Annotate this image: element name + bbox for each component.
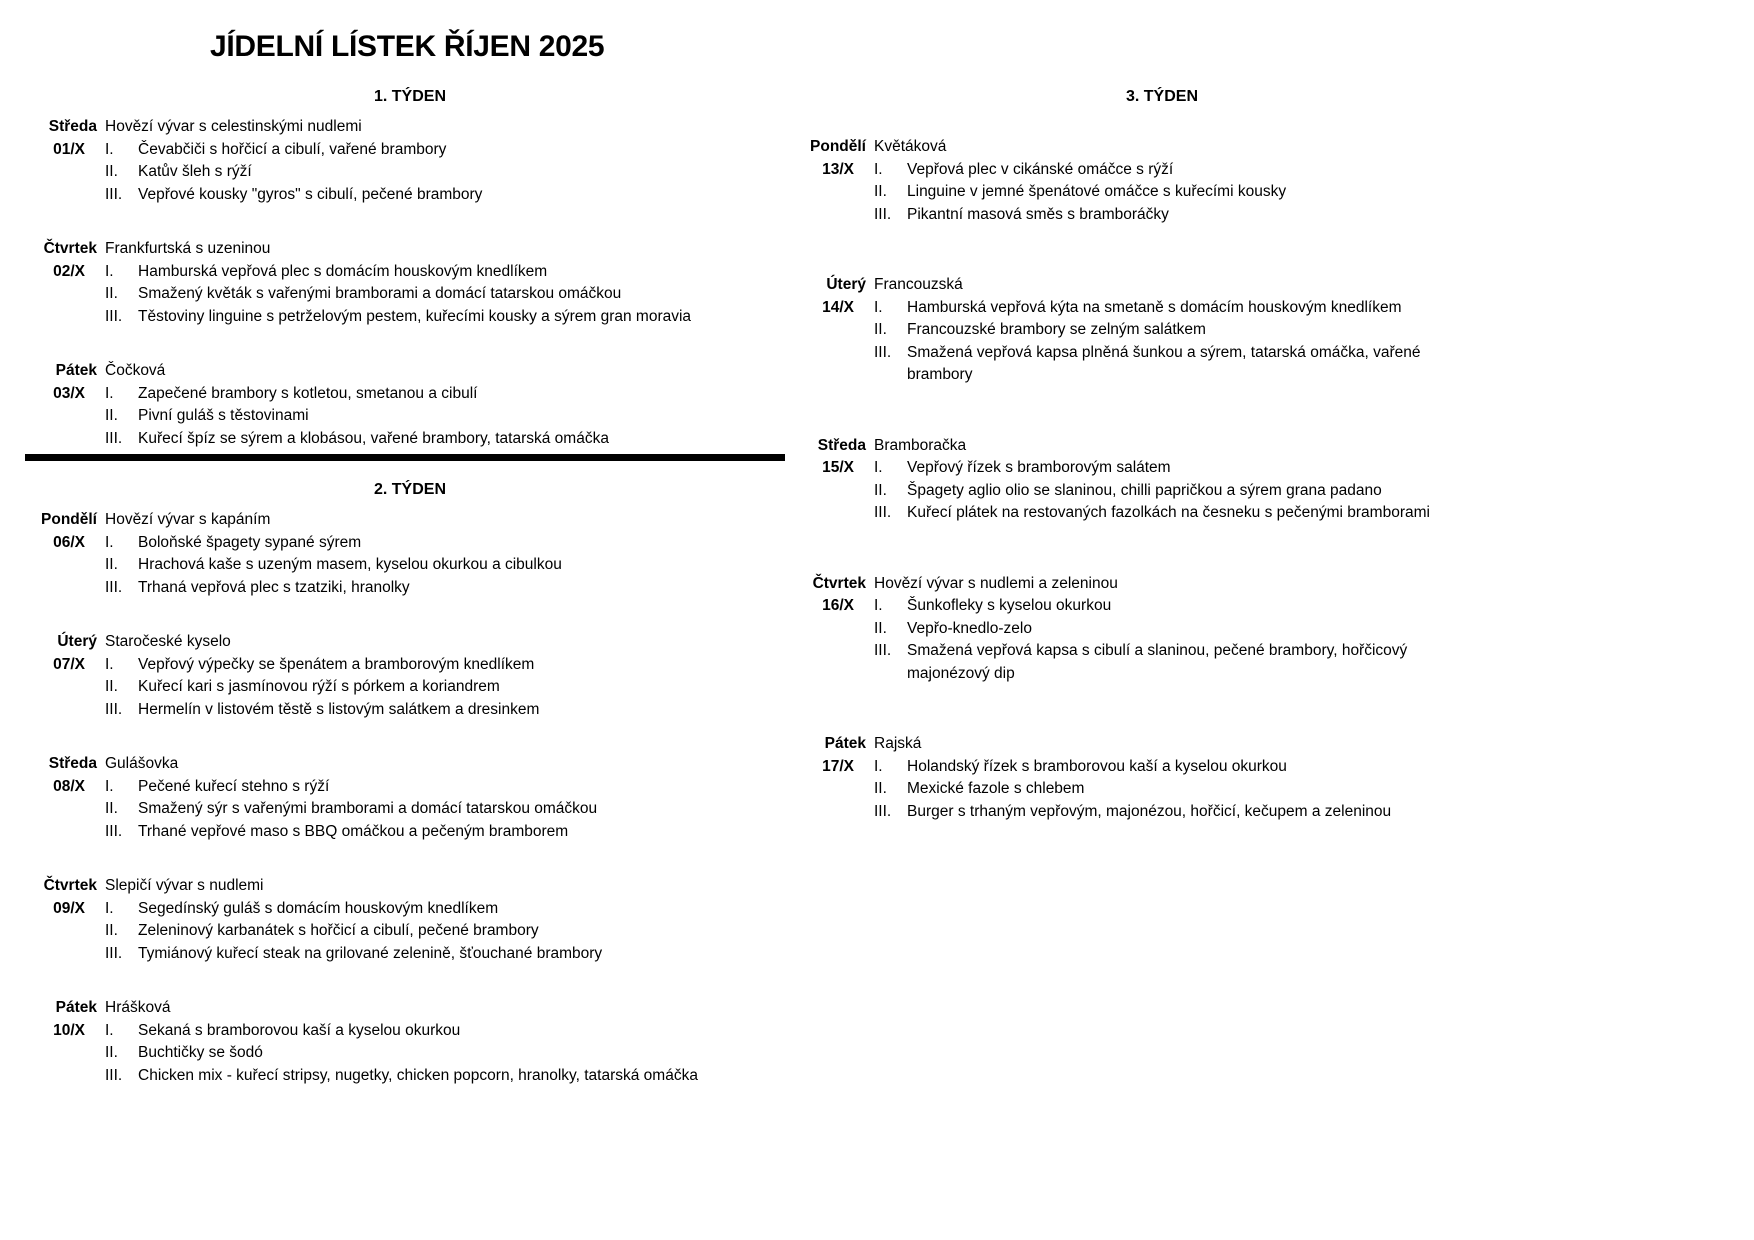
soup-name: Hrášková bbox=[105, 999, 171, 1016]
day-date: 16/X bbox=[822, 597, 854, 614]
soup-name: Hovězí vývar s nudlemi a zeleninou bbox=[874, 574, 1118, 592]
day-date: 03/X bbox=[53, 384, 85, 402]
menu-item-numeral: II. bbox=[105, 556, 118, 573]
menu-item-text: Šunkofleky s kyselou okurkou bbox=[907, 597, 1112, 614]
menu-item bbox=[105, 428, 609, 451]
menu-item-text: Katův šleh s rýží bbox=[138, 163, 252, 180]
column-week-3 bbox=[802, 84, 1522, 871]
menu-item bbox=[105, 577, 562, 600]
day-menu bbox=[874, 435, 1430, 525]
day-block bbox=[30, 116, 790, 206]
menu-item-text: Tymiánový kuřecí steak na grilované zelenině, šťouchané brambory bbox=[138, 944, 603, 962]
menu-item bbox=[105, 1065, 698, 1088]
menu-item bbox=[105, 161, 482, 184]
menu-item bbox=[105, 532, 562, 555]
day-name: Úterý bbox=[57, 633, 97, 650]
menu-item-text: Vepřo-knedlo-zelo bbox=[907, 619, 1032, 637]
soup-name: Hovězí vývar s celestinskými nudlemi bbox=[105, 118, 362, 135]
menu-item bbox=[105, 383, 609, 406]
week-header: 3. TÝDEN bbox=[1125, 88, 1198, 105]
menu-item bbox=[105, 798, 597, 821]
day-label-column bbox=[30, 509, 97, 599]
menu-item-numeral: I. bbox=[105, 777, 114, 795]
soup-name: Rajská bbox=[874, 735, 922, 752]
menu-item-text: Buchtičky se šodó bbox=[138, 1044, 263, 1061]
day-date: 10/X bbox=[53, 1021, 85, 1039]
day-menu bbox=[874, 573, 1474, 686]
menu-item-text: Smažený sýr s vařenými bramborami a domácí tatarskou omáčkou bbox=[138, 800, 598, 817]
menu-item-numeral: I. bbox=[105, 533, 114, 551]
menu-item-numeral: III. bbox=[874, 205, 892, 223]
soup-name: Frankfurtská s uzeninou bbox=[105, 240, 271, 257]
day-name: Pondělí bbox=[810, 138, 866, 155]
menu-item-text: Vepřová plec v cikánské omáčce s rýží bbox=[907, 160, 1174, 178]
day-block bbox=[802, 136, 1522, 226]
menu-item bbox=[105, 699, 539, 722]
day-label-column bbox=[802, 435, 866, 525]
day-block bbox=[30, 875, 790, 965]
menu-item-numeral: III. bbox=[874, 642, 892, 659]
day-label-column bbox=[30, 753, 97, 843]
menu-item bbox=[874, 457, 1430, 480]
day-menu bbox=[105, 509, 562, 599]
menu-item-text: Sekaná s bramborovou kaší a kyselou okurkou bbox=[138, 1021, 461, 1039]
day-date: 09/X bbox=[53, 899, 85, 917]
menu-item bbox=[105, 1042, 698, 1065]
menu-item-numeral: I. bbox=[874, 298, 883, 316]
menu-item bbox=[105, 654, 539, 677]
day-label-column bbox=[30, 631, 97, 721]
day-menu bbox=[105, 631, 539, 721]
day-menu bbox=[874, 733, 1391, 823]
menu-item-text: Hrachová kaše s uzeným masem, kyselou okurkou a cibulkou bbox=[138, 556, 562, 573]
day-date: 06/X bbox=[53, 533, 85, 551]
menu-item-numeral: II. bbox=[874, 321, 887, 338]
day-block bbox=[802, 435, 1522, 525]
menu-item bbox=[874, 801, 1391, 824]
day-menu bbox=[105, 360, 609, 450]
menu-item-text: Francouzské brambory se zelným salátkem bbox=[907, 321, 1206, 338]
day-block bbox=[30, 997, 790, 1087]
menu-item bbox=[105, 943, 602, 966]
menu-item-numeral: III. bbox=[105, 944, 123, 962]
menu-item-text: Zapečené brambory s kotletou, smetanou a cibulí bbox=[138, 384, 478, 402]
day-menu bbox=[105, 238, 691, 328]
menu-item-numeral: II. bbox=[105, 407, 118, 424]
menu-item-text: Špagety aglio olio se slaninou, chilli papričkou a sýrem grana padano bbox=[907, 481, 1382, 499]
day-name: Čtvrtek bbox=[812, 574, 866, 592]
menu-item-numeral: III. bbox=[105, 578, 123, 596]
menu-item-text: Pivní guláš s těstovinami bbox=[138, 407, 309, 424]
day-block bbox=[30, 238, 790, 328]
day-block bbox=[30, 631, 790, 721]
day-label-column bbox=[802, 733, 866, 823]
menu-item bbox=[874, 297, 1474, 320]
menu-item bbox=[874, 342, 1474, 387]
day-date: 15/X bbox=[822, 459, 854, 476]
menu-item-numeral: II. bbox=[105, 1044, 118, 1061]
menu-item-numeral: III. bbox=[105, 700, 123, 718]
day-menu bbox=[105, 116, 482, 206]
menu-item bbox=[105, 184, 482, 207]
menu-item-text: Holandský řízek s bramborovou kaší a kyselou okurkou bbox=[907, 757, 1287, 775]
menu-item-text: Vepřový výpečky se špenátem a bramborovým knedlíkem bbox=[138, 655, 535, 673]
day-name: Středa bbox=[48, 118, 97, 135]
soup-name: Francouzská bbox=[874, 276, 963, 293]
menu-item-text: Burger s trhaným vepřovým, majonézou, hořčicí, kečupem a zeleninou bbox=[907, 802, 1392, 820]
day-name: Pondělí bbox=[41, 511, 97, 528]
menu-item-text: Pečené kuřecí stehno s rýží bbox=[138, 777, 330, 795]
day-date: 14/X bbox=[822, 298, 854, 316]
day-menu bbox=[874, 274, 1474, 387]
day-name: Pátek bbox=[55, 999, 97, 1016]
menu-item-text: Chicken mix - kuřecí stripsy, nugetky, chicken popcorn, hranolky, tatarská omáčka bbox=[138, 1066, 698, 1084]
day-label-column bbox=[30, 116, 97, 206]
day-label-column bbox=[802, 136, 866, 226]
day-name: Středa bbox=[817, 436, 866, 454]
day-label-column bbox=[802, 274, 866, 387]
menu-item bbox=[874, 502, 1430, 525]
day-block bbox=[802, 733, 1522, 823]
menu-item-numeral: III. bbox=[105, 307, 123, 325]
day-date: 08/X bbox=[53, 777, 85, 795]
week-header: 1. TÝDEN bbox=[373, 88, 446, 105]
soup-name: Květáková bbox=[874, 138, 947, 155]
menu-item-numeral: III. bbox=[105, 429, 123, 447]
menu-item-text: Vepřový řízek s bramborovým salátem bbox=[907, 459, 1171, 476]
menu-item-numeral: III. bbox=[874, 343, 892, 361]
menu-item bbox=[105, 139, 482, 162]
menu-item bbox=[105, 821, 597, 844]
menu-item bbox=[105, 1020, 698, 1043]
menu-item-text: Pikantní masová směs s bramboráčky bbox=[907, 205, 1169, 223]
soup-name: Čočková bbox=[105, 362, 166, 379]
menu-item-text: Trhané vepřové maso s BBQ omáčkou a pečeným bramborem bbox=[138, 822, 569, 840]
menu-item-numeral: II. bbox=[105, 922, 118, 939]
soup-name: Gulášovka bbox=[105, 755, 179, 772]
menu-item-text: Kuřecí plátek na restovaných fazolkách na česneku s pečenými bramborami bbox=[907, 504, 1430, 521]
menu-item-numeral: I. bbox=[105, 262, 114, 280]
menu-item-numeral: II. bbox=[874, 780, 887, 797]
day-menu bbox=[105, 753, 597, 843]
day-label-column bbox=[30, 997, 97, 1087]
column-weeks-1-2 bbox=[0, 84, 790, 1119]
menu-item-text: Smažená vepřová kapsa s cibulí a slaninou, pečené brambory, hořčicový majonézový dip bbox=[907, 642, 1408, 682]
week-header: 2. TÝDEN bbox=[373, 481, 446, 498]
menu-item bbox=[105, 306, 691, 329]
menu-item-numeral: III. bbox=[105, 822, 123, 840]
menu-item bbox=[105, 920, 602, 943]
day-block bbox=[802, 274, 1522, 387]
menu-item-text: Mexické fazole s chlebem bbox=[907, 780, 1085, 797]
menu-item bbox=[105, 676, 539, 699]
menu-item-numeral: I. bbox=[105, 1021, 114, 1039]
day-menu bbox=[105, 875, 602, 965]
menu-item-numeral: I. bbox=[874, 160, 883, 178]
menu-item bbox=[105, 283, 691, 306]
menu-item-text: Linguine v jemné špenátové omáčce s kuřecími kousky bbox=[907, 183, 1287, 200]
soup-name: Hovězí vývar s kapáním bbox=[105, 511, 271, 528]
menu-item-text: Vepřové kousky "gyros" s cibulí, pečené brambory bbox=[138, 185, 483, 203]
day-menu bbox=[874, 136, 1286, 226]
menu-item-numeral: III. bbox=[105, 185, 123, 203]
menu-item-text: Hamburská vepřová kýta na smetaně s domácím houskovým knedlíkem bbox=[907, 298, 1402, 316]
menu-item-text: Smažená vepřová kapsa plněná šunkou a sýrem, tatarská omáčka, vařené brambory bbox=[907, 343, 1421, 383]
menu-item-numeral: I. bbox=[105, 899, 114, 917]
menu-item bbox=[874, 204, 1286, 227]
menu-item bbox=[105, 261, 691, 284]
menu-item bbox=[874, 618, 1474, 641]
menu-item-text: Kuřecí špíz se sýrem a klobásou, vařené brambory, tatarská omáčka bbox=[138, 429, 609, 447]
menu-item bbox=[874, 480, 1430, 503]
menu-item bbox=[874, 159, 1286, 182]
menu-item-numeral: I. bbox=[105, 655, 114, 673]
menu-item-numeral: I. bbox=[105, 140, 114, 158]
menu-item bbox=[105, 776, 597, 799]
menu-item-numeral: II. bbox=[874, 619, 887, 637]
day-name: Pátek bbox=[824, 735, 866, 752]
menu-item-text: Čevabčiči s hořčicí a cibulí, vařené brambory bbox=[138, 140, 447, 158]
soup-name: Staročeské kyselo bbox=[105, 633, 231, 650]
day-name: Pátek bbox=[55, 362, 97, 379]
day-name: Úterý bbox=[826, 276, 866, 293]
day-date: 13/X bbox=[822, 160, 854, 178]
day-name: Čtvrtek bbox=[43, 240, 97, 257]
menu-item-text: Hermelín v listovém těstě s listovým salátkem a dresinkem bbox=[138, 700, 540, 718]
menu-item-numeral: I. bbox=[874, 597, 883, 614]
menu-item bbox=[874, 778, 1391, 801]
week-divider bbox=[25, 454, 785, 461]
menu-item-numeral: II. bbox=[874, 183, 887, 200]
day-name: Čtvrtek bbox=[43, 877, 97, 894]
menu-item-text: Trhaná vepřová plec s tzatziki, hranolky bbox=[138, 578, 410, 596]
menu-item bbox=[105, 554, 562, 577]
menu-item-numeral: III. bbox=[874, 504, 892, 521]
menu-item bbox=[874, 756, 1391, 779]
day-label-column bbox=[30, 238, 97, 328]
day-label-column bbox=[30, 875, 97, 965]
menu-item-numeral: II. bbox=[105, 678, 118, 695]
menu-item-numeral: II. bbox=[105, 163, 118, 180]
menu-item-text: Zeleninový karbanátek s hořčicí a cibulí, pečené brambory bbox=[138, 922, 539, 939]
day-label-column bbox=[802, 573, 866, 686]
day-block bbox=[30, 509, 790, 599]
day-block bbox=[30, 360, 790, 450]
menu-item-numeral: I. bbox=[874, 757, 883, 775]
menu-item-text: Boloňské špagety sypané sýrem bbox=[138, 533, 362, 551]
soup-name: Slepičí vývar s nudlemi bbox=[105, 877, 264, 894]
menu-item-numeral: III. bbox=[105, 1066, 123, 1084]
menu-item-numeral: I. bbox=[874, 459, 883, 476]
menu-item-numeral: II. bbox=[105, 285, 118, 302]
day-date: 17/X bbox=[822, 757, 854, 775]
menu-item-text: Hamburská vepřová plec s domácím houskovým knedlíkem bbox=[138, 262, 548, 280]
menu-item-numeral: III. bbox=[874, 802, 892, 820]
menu-item bbox=[105, 898, 602, 921]
menu-item bbox=[874, 181, 1286, 204]
menu-columns bbox=[0, 84, 1754, 1119]
day-date: 01/X bbox=[53, 140, 85, 158]
day-label-column bbox=[30, 360, 97, 450]
menu-item bbox=[874, 595, 1474, 618]
menu-item bbox=[874, 319, 1474, 342]
menu-item-numeral: I. bbox=[105, 384, 114, 402]
day-name: Středa bbox=[48, 755, 97, 772]
menu-item-numeral: II. bbox=[874, 481, 887, 499]
day-menu bbox=[105, 997, 698, 1087]
menu-item bbox=[105, 405, 609, 428]
soup-name: Bramboračka bbox=[874, 436, 967, 454]
menu-item-text: Kuřecí kari s jasmínovou rýží s pórkem a koriandrem bbox=[138, 678, 500, 695]
menu-item-numeral: II. bbox=[105, 800, 118, 817]
menu-item-text: Smažený květák s vařenými bramborami a domácí tatarskou omáčkou bbox=[138, 285, 622, 302]
day-block bbox=[802, 573, 1522, 686]
page-title: JÍDELNÍ LÍSTEK ŘÍJEN 2025 bbox=[210, 30, 605, 63]
day-date: 07/X bbox=[53, 655, 85, 673]
menu-item-text: Těstoviny linguine s petrželovým pestem, kuřecími kousky a sýrem gran moravia bbox=[138, 307, 692, 325]
menu-item bbox=[874, 640, 1474, 685]
day-date: 02/X bbox=[53, 262, 85, 280]
menu-item-text: Segedínský guláš s domácím houskovým knedlíkem bbox=[138, 899, 499, 917]
day-block bbox=[30, 753, 790, 843]
